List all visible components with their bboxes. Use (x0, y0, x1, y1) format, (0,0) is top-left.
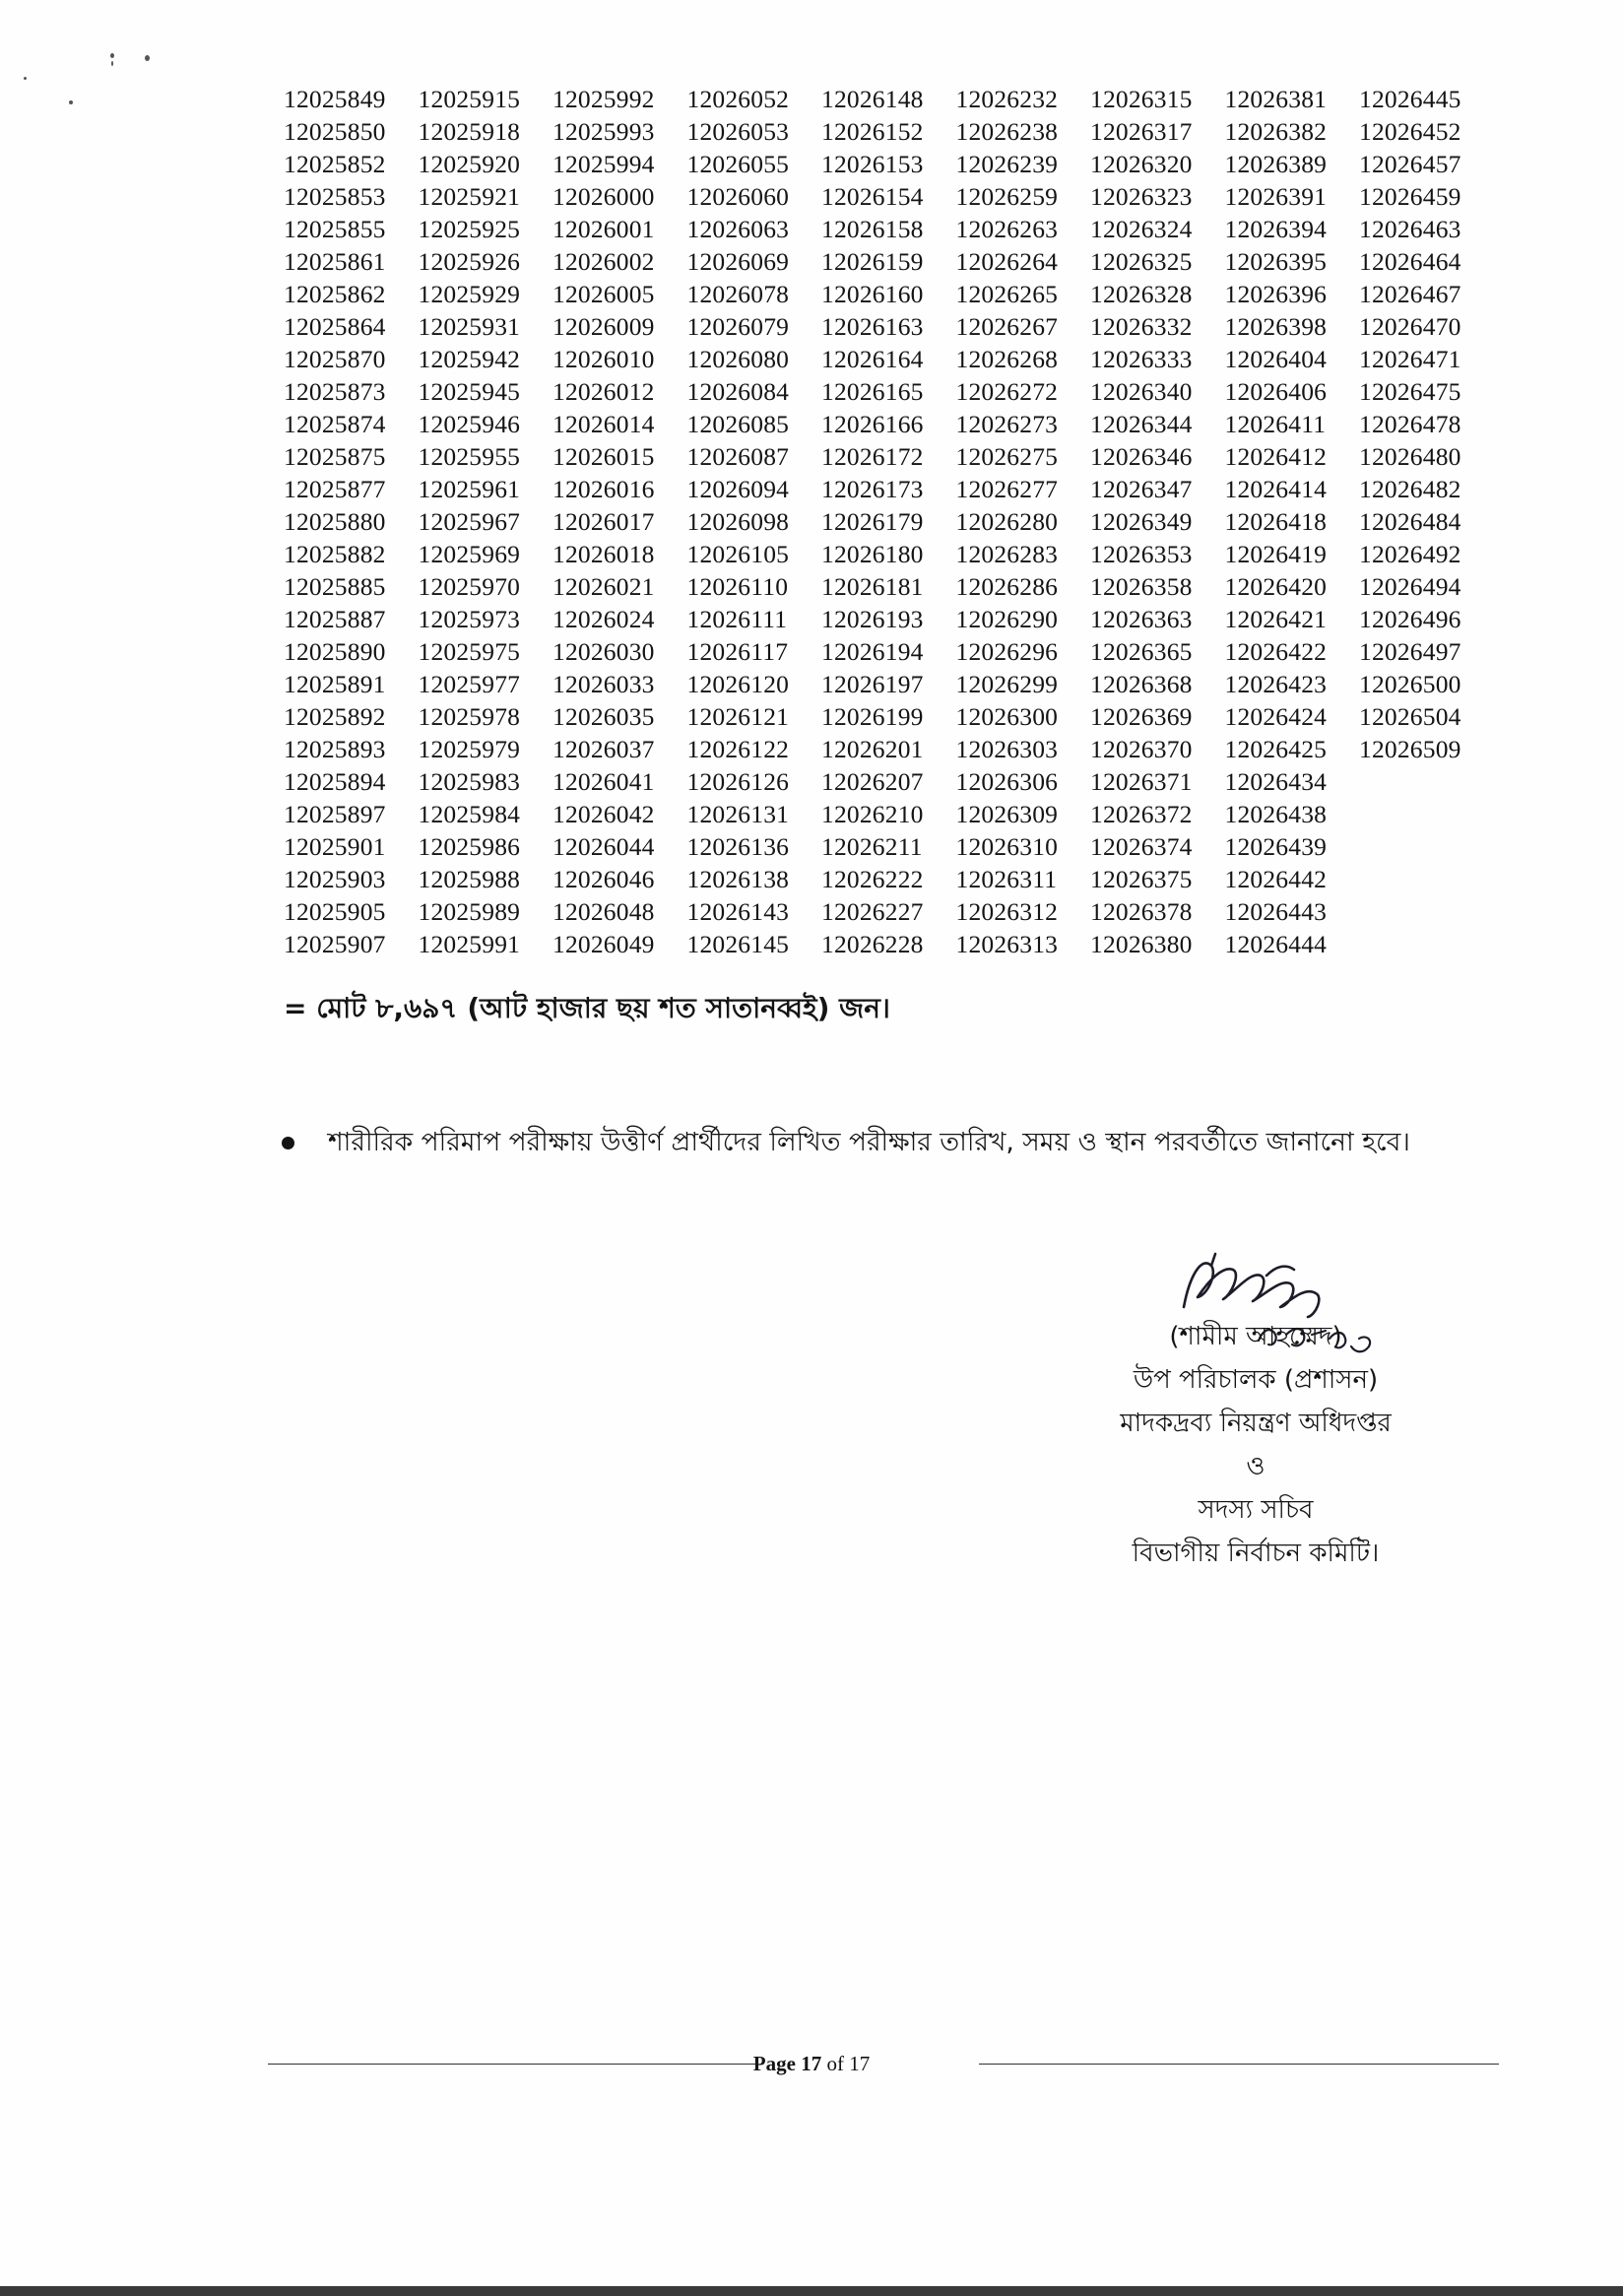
roll-number: 12026120 (686, 670, 790, 698)
roll-number: 12026369 (1090, 702, 1193, 731)
roll-number: 12026037 (552, 735, 655, 763)
signatory-role: সদস্য সচিব (1198, 1495, 1314, 1525)
roll-number: 12026117 (686, 637, 789, 666)
total-count-line: = মোট ৮,৬৯৭ (আট হাজার ছয় শত সাতানব্বই) জন। (284, 992, 890, 1024)
roll-number: 12026497 (1359, 637, 1461, 666)
roll-number: 12025929 (418, 280, 521, 308)
roll-number: 12026166 (821, 410, 924, 438)
signatory-committee: বিভাগীয় নির্বাচন কমিটি। (1132, 1539, 1380, 1568)
roll-number: 12026228 (821, 930, 924, 958)
roll-number: 12026136 (686, 832, 790, 861)
roll-number: 12025926 (418, 247, 521, 276)
roll-number: 12026423 (1224, 670, 1328, 698)
roll-number: 12026009 (552, 312, 655, 341)
roll-number: 12026300 (955, 702, 1059, 731)
roll-number: 12025901 (284, 832, 386, 861)
roll-number: 12026496 (1359, 605, 1461, 633)
roll-number: 12026382 (1224, 117, 1328, 146)
roll-number: 12026395 (1224, 247, 1328, 276)
roll-number-list (284, 83, 1494, 960)
page-word: Page (752, 2052, 796, 2075)
roll-number: 12025955 (418, 442, 521, 471)
roll-number: 12026478 (1359, 410, 1461, 438)
roll-number: 12026030 (552, 637, 655, 666)
roll-number: 12026267 (955, 312, 1059, 341)
page-footer (0, 2049, 1623, 2078)
roll-number: 12026232 (955, 85, 1059, 113)
roll-number: 12026442 (1224, 865, 1328, 893)
roll-number: 12025892 (284, 702, 386, 731)
roll-number: 12026320 (1090, 150, 1193, 178)
roll-number: 12026443 (1224, 897, 1328, 926)
roll-number: 12025905 (284, 897, 386, 926)
roll-number: 12026444 (1224, 930, 1328, 958)
roll-number: 12026404 (1224, 345, 1328, 373)
roll-number: 12026286 (955, 572, 1059, 601)
roll-number: 12026467 (1359, 280, 1461, 308)
roll-number: 12026181 (821, 572, 924, 601)
signatory-designation: উপ পরিচালক (প্রশাসন) (1133, 1365, 1379, 1395)
roll-number: 12025907 (284, 930, 386, 958)
page-number (0, 2049, 1623, 2078)
roll-number: 12025855 (284, 215, 386, 243)
roll-number: 12026197 (821, 670, 924, 698)
roll-number: 12026060 (686, 182, 790, 211)
roll-number: 12025946 (418, 410, 521, 438)
roll-number: 12025852 (284, 150, 386, 178)
roll-number: 12025861 (284, 247, 386, 276)
roll-number: 12025890 (284, 637, 386, 666)
roll-number: 12026035 (552, 702, 655, 731)
roll-number: 12026000 (552, 182, 655, 211)
roll-number: 12026014 (552, 410, 655, 438)
roll-number: 12025864 (284, 312, 386, 341)
roll-number: 12026349 (1090, 507, 1193, 536)
roll-number: 12026475 (1359, 377, 1461, 406)
roll-number: 12026273 (955, 410, 1059, 438)
roll-number: 12026358 (1090, 572, 1193, 601)
roll-number: 12025891 (284, 670, 386, 698)
note-text: শারীরিক পরিমাপ পরীক্ষায় উত্তীর্ণ প্রার্থীদের লিখিত পরীক্ষার তারিখ, সময় ও স্থান পরবর্তীতে জানানো হবে। (328, 1127, 1410, 1157)
roll-number: 12026179 (821, 507, 924, 536)
roll-number: 12026049 (552, 930, 655, 958)
roll-number: 12026222 (821, 865, 924, 893)
roll-number: 12026207 (821, 767, 924, 796)
roll-number: 12025894 (284, 767, 386, 796)
roll-number: 12026080 (686, 345, 790, 373)
roll-number: 12026158 (821, 215, 924, 243)
roll-number: 12026374 (1090, 832, 1193, 861)
roll-number: 12026264 (955, 247, 1059, 276)
roll-number: 12026111 (686, 605, 788, 633)
roll-number: 12026457 (1359, 150, 1461, 178)
roll-number: 12025921 (418, 182, 521, 211)
roll-number: 12026492 (1359, 540, 1461, 568)
roll-number: 12026452 (1359, 117, 1461, 146)
roll-number: 12026482 (1359, 475, 1461, 503)
roll-number: 12025978 (418, 702, 521, 731)
roll-number: 12026180 (821, 540, 924, 568)
roll-number: 12026010 (552, 345, 655, 373)
roll-number: 12025885 (284, 572, 386, 601)
roll-number: 12026033 (552, 670, 655, 698)
roll-number: 12026024 (552, 605, 655, 633)
roll-number: 12026438 (1224, 800, 1328, 828)
roll-number: 12026309 (955, 800, 1059, 828)
roll-number: 12026439 (1224, 832, 1328, 861)
roll-number: 12026303 (955, 735, 1059, 763)
roll-number: 12025853 (284, 182, 386, 211)
roll-number: 12025983 (418, 767, 521, 796)
roll-number: 12026012 (552, 377, 655, 406)
roll-number: 12025849 (284, 85, 386, 113)
roll-number: 12026299 (955, 670, 1059, 698)
roll-number: 12026378 (1090, 897, 1193, 926)
roll-number: 12026333 (1090, 345, 1193, 373)
roll-number: 12026021 (552, 572, 655, 601)
roll-number: 12026346 (1090, 442, 1193, 471)
roll-number: 12026484 (1359, 507, 1461, 536)
roll-number: 12025975 (418, 637, 521, 666)
roll-number: 12026371 (1090, 767, 1193, 796)
roll-number: 12025969 (418, 540, 521, 568)
roll-number: 12026017 (552, 507, 655, 536)
roll-number: 12026087 (686, 442, 790, 471)
roll-number: 12026471 (1359, 345, 1461, 373)
roll-number: 12026381 (1224, 85, 1328, 113)
roll-number: 12026418 (1224, 507, 1328, 536)
roll-number: 12026313 (955, 930, 1059, 958)
roll-number: 12026306 (955, 767, 1059, 796)
roll-number: 12026239 (955, 150, 1059, 178)
roll-number: 12026277 (955, 475, 1059, 503)
roll-number: 12025977 (418, 670, 521, 698)
roll-number: 12026494 (1359, 572, 1461, 601)
roll-number: 12025877 (284, 475, 386, 503)
roll-number: 12026470 (1359, 312, 1461, 341)
roll-number: 12026160 (821, 280, 924, 308)
roll-number: 12025988 (418, 865, 521, 893)
roll-number: 12026396 (1224, 280, 1328, 308)
roll-number: 12026172 (821, 442, 924, 471)
roll-number: 12026046 (552, 865, 655, 893)
roll-number: 12026275 (955, 442, 1059, 471)
roll-number: 12026098 (686, 507, 790, 536)
roll-number: 12025973 (418, 605, 521, 633)
roll-number: 12026509 (1359, 735, 1461, 763)
roll-number: 12025925 (418, 215, 521, 243)
roll-number: 12025874 (284, 410, 386, 438)
roll-number: 12026328 (1090, 280, 1193, 308)
roll-number: 12026199 (821, 702, 924, 731)
signatory-name: (শামীম আহম্মেদ) (1169, 1322, 1342, 1351)
roll-number: 12026153 (821, 150, 924, 178)
roll-number: 12026105 (686, 540, 790, 568)
roll-number: 12026332 (1090, 312, 1193, 341)
roll-number: 12026368 (1090, 670, 1193, 698)
roll-number: 12026389 (1224, 150, 1328, 178)
roll-number: 12026055 (686, 150, 790, 178)
roll-number: 12025945 (418, 377, 521, 406)
roll-number: 12026145 (686, 930, 790, 958)
roll-number: 12025986 (418, 832, 521, 861)
roll-number: 12025897 (284, 800, 386, 828)
roll-number: 12026340 (1090, 377, 1193, 406)
roll-number: 12026375 (1090, 865, 1193, 893)
roll-number: 12026380 (1090, 930, 1193, 958)
roll-number: 12026143 (686, 897, 790, 926)
roll-number: 12026079 (686, 312, 790, 341)
roll-number: 12026164 (821, 345, 924, 373)
roll-number: 12026394 (1224, 215, 1328, 243)
roll-number: 12026424 (1224, 702, 1328, 731)
roll-number: 12026063 (686, 215, 790, 243)
roll-number: 12025873 (284, 377, 386, 406)
roll-number: 12026005 (552, 280, 655, 308)
roll-number: 12026042 (552, 800, 655, 828)
roll-number: 12026290 (955, 605, 1059, 633)
roll-number: 12026464 (1359, 247, 1461, 276)
roll-number: 12026500 (1359, 670, 1461, 698)
roll-number: 12026434 (1224, 767, 1328, 796)
roll-number: 12026165 (821, 377, 924, 406)
roll-number: 12026317 (1090, 117, 1193, 146)
roll-number: 12026412 (1224, 442, 1328, 471)
roll-number: 12026344 (1090, 410, 1193, 438)
roll-number: 12026210 (821, 800, 924, 828)
roll-number: 12026094 (686, 475, 790, 503)
scan-edge (0, 2286, 1623, 2296)
bullet-icon (282, 1137, 294, 1149)
roll-number: 12025979 (418, 735, 521, 763)
roll-number: 12026238 (955, 117, 1059, 146)
roll-number: 12026363 (1090, 605, 1193, 633)
roll-number: 12025991 (418, 930, 521, 958)
roll-number: 12026459 (1359, 182, 1461, 211)
roll-number: 12026414 (1224, 475, 1328, 503)
roll-number: 12026421 (1224, 605, 1328, 633)
roll-number: 12026263 (955, 215, 1059, 243)
roll-number: 12026310 (955, 832, 1059, 861)
roll-number: 12026041 (552, 767, 655, 796)
roll-number: 12026372 (1090, 800, 1193, 828)
roll-number: 12026138 (686, 865, 790, 893)
roll-number: 12026159 (821, 247, 924, 276)
roll-number: 12025893 (284, 735, 386, 763)
roll-number: 12025984 (418, 800, 521, 828)
roll-number: 12026131 (686, 800, 790, 828)
roll-number: 12025882 (284, 540, 386, 568)
roll-number: 12025870 (284, 345, 386, 373)
roll-number: 12026480 (1359, 442, 1461, 471)
roll-number: 12026420 (1224, 572, 1328, 601)
roll-number: 12025994 (552, 150, 655, 178)
roll-number: 12025915 (418, 85, 521, 113)
roll-number: 12025961 (418, 475, 521, 503)
roll-number: 12026419 (1224, 540, 1328, 568)
roll-number: 12026122 (686, 735, 790, 763)
roll-number: 12025887 (284, 605, 386, 633)
roll-number: 12026325 (1090, 247, 1193, 276)
roll-number: 12026211 (821, 832, 923, 861)
roll-number: 12026370 (1090, 735, 1193, 763)
of-word: of (826, 2052, 844, 2075)
roll-number: 12026085 (686, 410, 790, 438)
roll-number: 12026353 (1090, 540, 1193, 568)
roll-number: 12026280 (955, 507, 1059, 536)
roll-number: 12025989 (418, 897, 521, 926)
roll-number: 12026053 (686, 117, 790, 146)
roll-number: 12026001 (552, 215, 655, 243)
roll-number: 12025993 (552, 117, 655, 146)
roll-number: 12026398 (1224, 312, 1328, 341)
roll-number: 12026411 (1224, 410, 1327, 438)
roll-number: 12025875 (284, 442, 386, 471)
roll-number: 12026445 (1359, 85, 1461, 113)
roll-number: 12026463 (1359, 215, 1461, 243)
page-total: 17 (849, 2052, 871, 2075)
note-item (282, 1123, 1410, 1162)
roll-number: 12026044 (552, 832, 655, 861)
signatory-conjunction: ও (1246, 1452, 1266, 1481)
roll-number: 12025931 (418, 312, 521, 341)
roll-number: 12025862 (284, 280, 386, 308)
signatory-office: মাদকদ্রব্য নিয়ন্ত্রণ অধিদপ্তর (1120, 1409, 1392, 1438)
roll-number: 12026323 (1090, 182, 1193, 211)
roll-number: 12026311 (955, 865, 1058, 893)
roll-number: 12026110 (686, 572, 789, 601)
roll-number: 12026425 (1224, 735, 1328, 763)
roll-number: 12025850 (284, 117, 386, 146)
roll-number: 12026259 (955, 182, 1059, 211)
roll-number: 12026078 (686, 280, 790, 308)
roll-number: 12026052 (686, 85, 790, 113)
roll-number: 12026121 (686, 702, 790, 731)
roll-number: 12026283 (955, 540, 1059, 568)
roll-number: 12026296 (955, 637, 1059, 666)
roll-number: 12026069 (686, 247, 790, 276)
roll-number: 12026048 (552, 897, 655, 926)
page-current: 17 (801, 2052, 822, 2075)
roll-number: 12026018 (552, 540, 655, 568)
roll-number: 12026015 (552, 442, 655, 471)
roll-number: 12026312 (955, 897, 1059, 926)
roll-number: 12026365 (1090, 637, 1193, 666)
roll-number: 12026126 (686, 767, 790, 796)
roll-number: 12026173 (821, 475, 924, 503)
roll-number: 12026347 (1090, 475, 1193, 503)
roll-number: 12026272 (955, 377, 1059, 406)
roll-number: 12026315 (1090, 85, 1193, 113)
roll-number: 12026504 (1359, 702, 1461, 731)
roll-number: 12025942 (418, 345, 521, 373)
roll-number: 12026391 (1224, 182, 1328, 211)
roll-number: 12025903 (284, 865, 386, 893)
roll-number: 12025967 (418, 507, 521, 536)
roll-number: 12025992 (552, 85, 655, 113)
roll-number: 12026084 (686, 377, 790, 406)
roll-number: 12026152 (821, 117, 924, 146)
roll-number: 12026193 (821, 605, 924, 633)
signature-block (1093, 1236, 1418, 1571)
roll-number: 12026268 (955, 345, 1059, 373)
roll-number: 12026148 (821, 85, 924, 113)
roll-number: 12026016 (552, 475, 655, 503)
roll-number: 12026406 (1224, 377, 1328, 406)
roll-number: 12025880 (284, 507, 386, 536)
roll-number: 12026154 (821, 182, 924, 211)
roll-number: 12026201 (821, 735, 924, 763)
roll-number: 12026194 (821, 637, 924, 666)
roll-number: 12026265 (955, 280, 1059, 308)
roll-number: 12026227 (821, 897, 924, 926)
roll-number: 12026002 (552, 247, 655, 276)
roll-number: 12025920 (418, 150, 521, 178)
roll-number: 12025970 (418, 572, 521, 601)
roll-number: 12025918 (418, 117, 521, 146)
roll-number: 12026324 (1090, 215, 1193, 243)
roll-number: 12026163 (821, 312, 924, 341)
roll-number: 12026422 (1224, 637, 1328, 666)
